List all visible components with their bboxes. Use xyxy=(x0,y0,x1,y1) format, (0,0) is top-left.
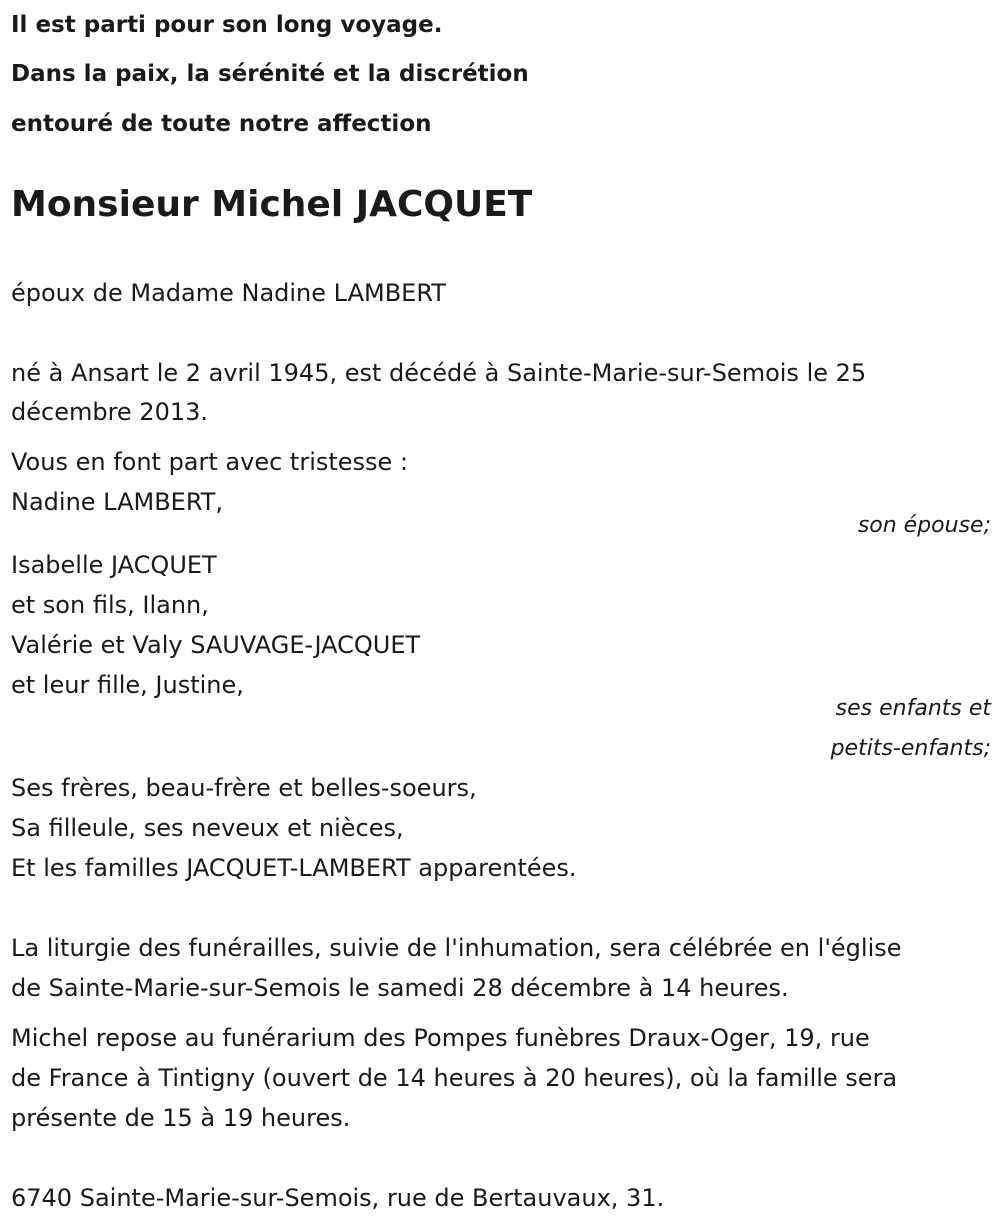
relatives-line-1: Ses frères, beau-frère et belles-soeurs, xyxy=(11,774,477,802)
visitation-line-3: présente de 15 à 19 heures. xyxy=(11,1104,351,1132)
ceremony-line-2: de Sainte-Marie-sur-Semois le samedi 28 décembre à 14 heures. xyxy=(11,974,789,1002)
birth-death-line-2: décembre 2013. xyxy=(11,398,209,426)
spouse-line: époux de Madame Nadine LAMBERT xyxy=(11,279,446,307)
child-2-name: Valérie et Valy SAUVAGE-JACQUET xyxy=(11,631,421,659)
family-address: 6740 Sainte-Marie-sur-Semois, rue de Bertauvaux, 31. xyxy=(11,1184,665,1212)
child-1-name: Isabelle JACQUET xyxy=(11,551,217,579)
announcement-intro: Vous en font part avec tristesse : xyxy=(11,448,409,476)
spouse-role: son épouse; xyxy=(857,513,991,538)
deceased-name: Monsieur Michel JACQUET xyxy=(11,184,533,225)
intro-line-3: entouré de toute notre affection xyxy=(11,111,432,137)
children-role-line-1: ses enfants et xyxy=(835,696,991,721)
visitation-line-2: de France à Tintigny (ouvert de 14 heures à 20 heures), où la famille sera xyxy=(11,1064,898,1092)
relatives-line-2: Sa filleule, ses neveux et nièces, xyxy=(11,814,404,842)
birth-death-line-1: né à Ansart le 2 avril 1945, est décédé à Sainte-Marie-sur-Semois le 25 xyxy=(11,359,867,387)
intro-line-1: Il est parti pour son long voyage. xyxy=(11,12,443,38)
children-role-line-2: petits-enfants; xyxy=(830,736,991,761)
ceremony-line-1: La liturgie des funérailles, suivie de l'inhumation, sera célébrée en l'église xyxy=(11,934,902,962)
spouse-name: Nadine LAMBERT, xyxy=(11,488,224,516)
child-1-family: et son fils, Ilann, xyxy=(11,591,209,619)
child-2-family: et leur fille, Justine, xyxy=(11,671,244,699)
visitation-line-1: Michel repose au funérarium des Pompes funèbres Draux-Oger, 19, rue xyxy=(11,1024,870,1052)
relatives-line-3: Et les familles JACQUET-LAMBERT apparentées. xyxy=(11,854,577,882)
intro-line-2: Dans la paix, la sérénité et la discrétion xyxy=(11,61,529,87)
